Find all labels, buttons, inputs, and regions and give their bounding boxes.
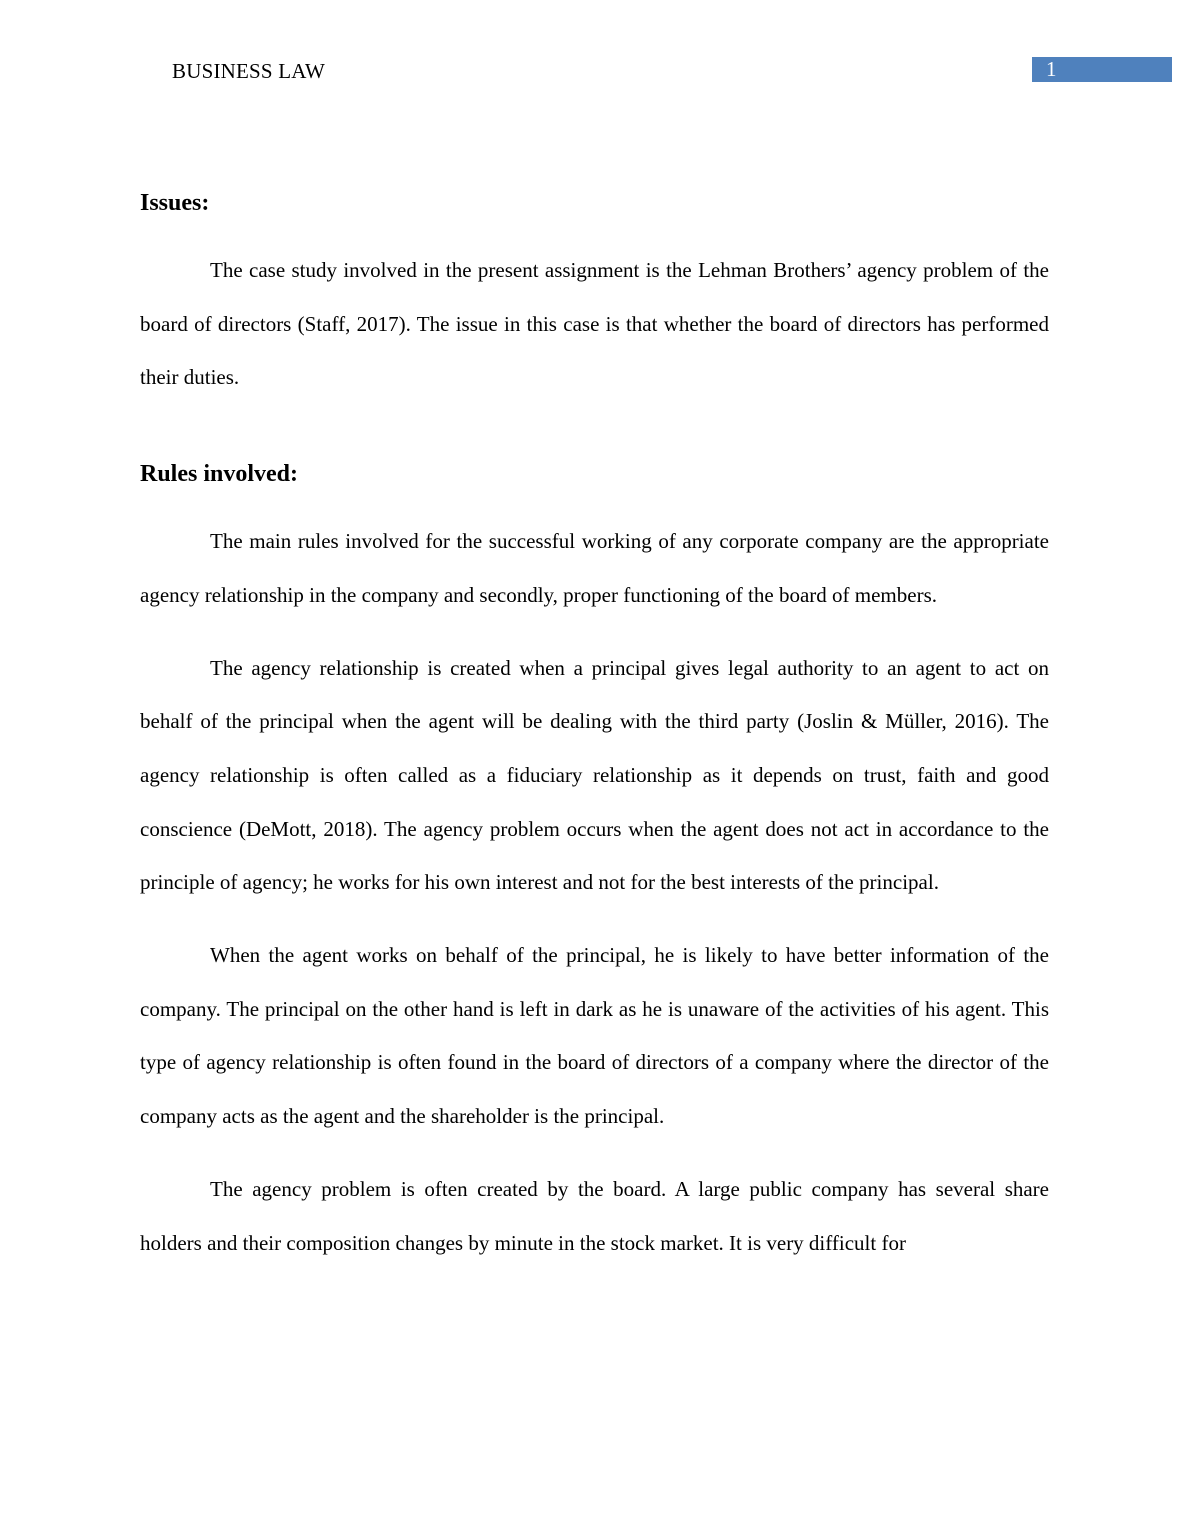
heading-issues: Issues: <box>140 190 210 216</box>
paragraph-rules-2: The agency relationship is created when a principal gives legal authority to an agent to act on behalf of the principal when the agent will be dealing with the third party (Joslin & Müller, 2016). The agency relationship is often called as a fiduciary relationship as it depends on trust, faith and good conscience (DeMott, 2018). The agency problem occurs when the agent does not act in accordance to the principle of agency; he works for his own interest and not for the best interests of the principal. <box>140 655 1049 895</box>
paragraph-rules-4: The agency problem is often created by the board. A large public company has several share holders and their composition changes by minute in the stock market. It is very difficult for <box>140 1176 1049 1255</box>
paragraph-rules-3: When the agent works on behalf of the principal, he is likely to have better information of the company. The principal on the other hand is left in dark as he is unaware of the activities of his agent. This type of agency relationship is often found in the board of directors of a company where the director of the company acts as the agent and the shareholder is the principal. <box>140 943 1049 1129</box>
running-head: BUSINESS LAW <box>172 59 325 83</box>
page-number-box <box>1032 57 1172 82</box>
paragraph-rules-1: The main rules involved for the successful working of any corporate company are the appropriate agency relationship in the company and secondly, proper functioning of the board of members. <box>140 529 1049 607</box>
heading-rules-involved: Rules involved: <box>140 461 299 488</box>
paragraph-issues-1: The case study involved in the present assignment is the Lehman Brothers’ agency problem of the board of directors (Staff, 2017). The issue in this case is that whether the board of directors has performed their duties. <box>140 258 1049 390</box>
document-body <box>140 184 1049 1270</box>
page-number: 1 <box>1046 57 1057 81</box>
